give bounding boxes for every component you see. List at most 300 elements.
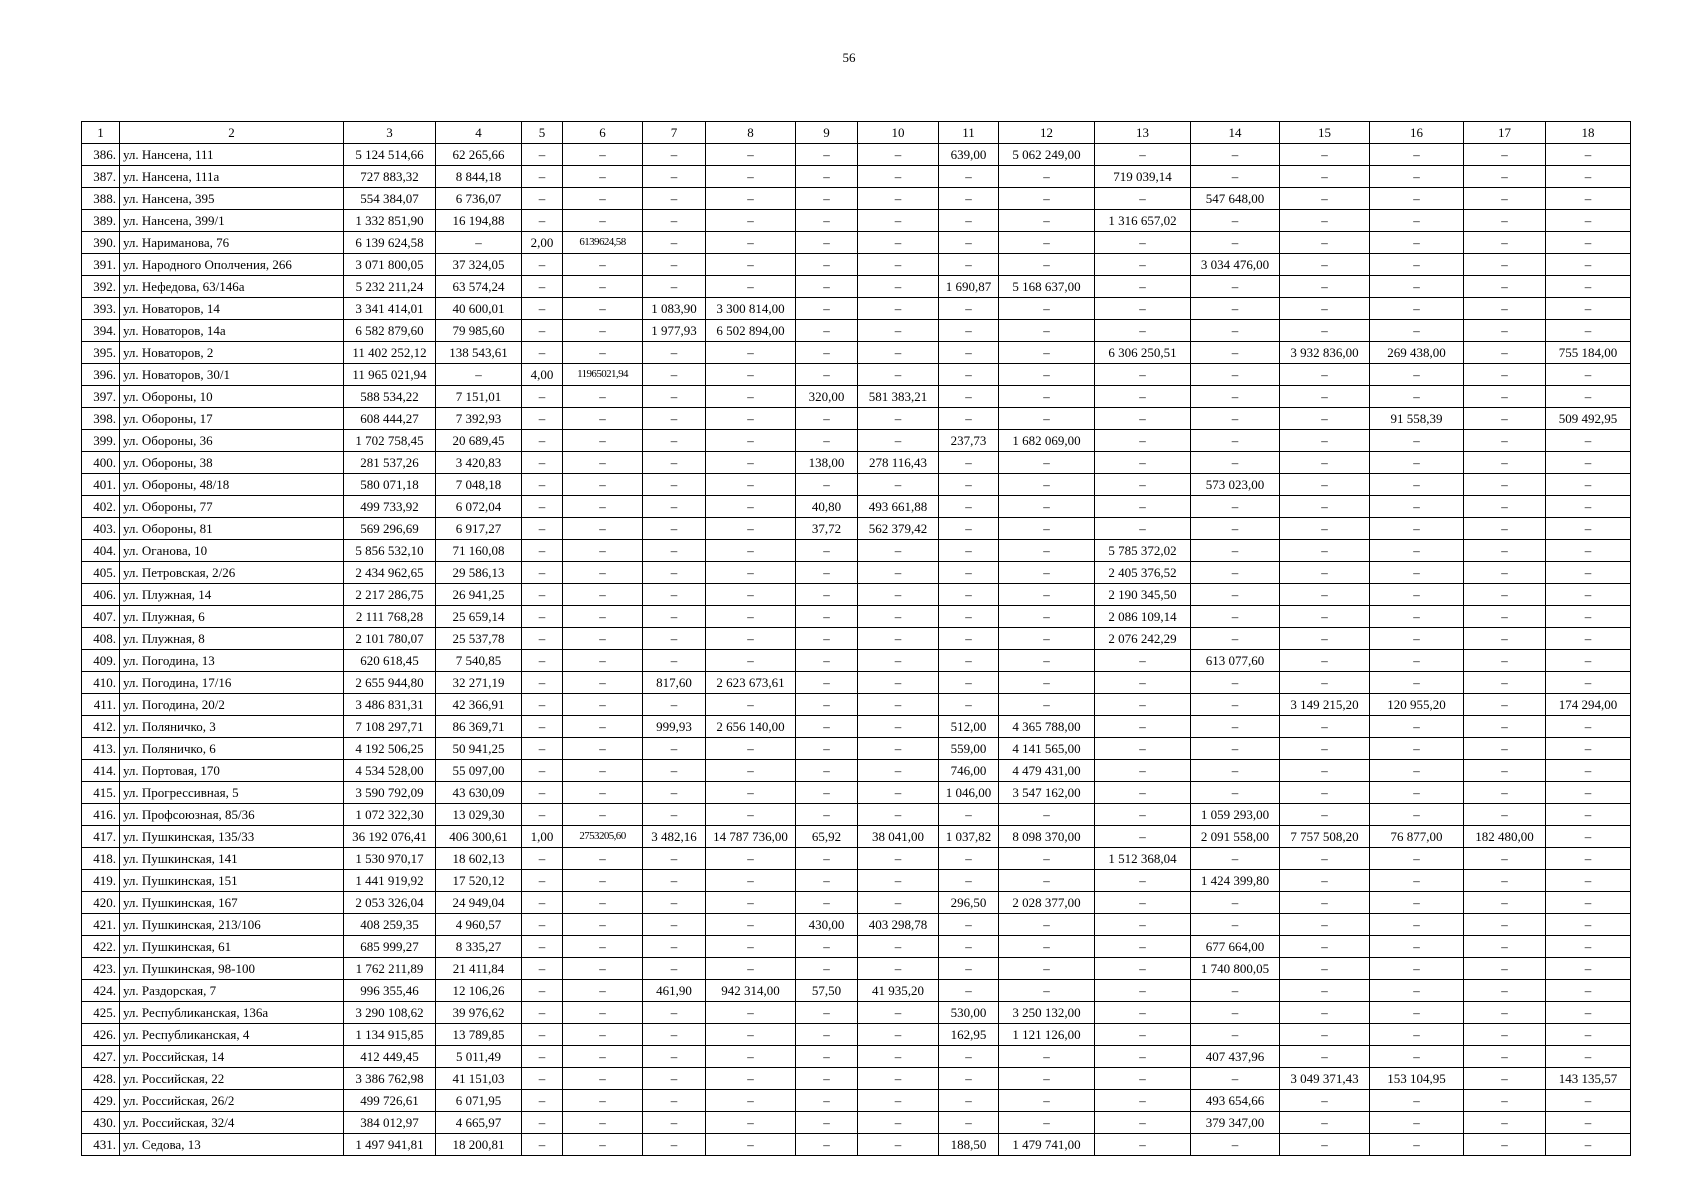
table-cell: – <box>643 606 706 628</box>
table-cell: – <box>643 848 706 870</box>
table-cell: 65,92 <box>796 826 858 848</box>
column-header: 6 <box>563 122 643 144</box>
table-cell: 162,95 <box>939 1024 999 1046</box>
table-cell: – <box>858 650 939 672</box>
table-cell: – <box>1546 628 1631 650</box>
table-cell: – <box>939 980 999 1002</box>
table-cell: – <box>796 1090 858 1112</box>
table-cell: 1 059 293,00 <box>1191 804 1280 826</box>
table-cell: – <box>1464 518 1546 540</box>
table-cell: – <box>796 188 858 210</box>
table-cell: – <box>858 298 939 320</box>
table-cell: – <box>1546 1090 1631 1112</box>
table-cell: – <box>522 562 563 584</box>
table-cell: – <box>563 144 643 166</box>
table-cell: – <box>706 848 796 870</box>
table-cell: – <box>1095 958 1191 980</box>
table-cell: – <box>522 254 563 276</box>
table-cell: – <box>1095 892 1191 914</box>
table-row <box>82 848 1631 870</box>
table-cell: ул. Обороны, 77 <box>120 496 344 518</box>
table-cell: – <box>706 144 796 166</box>
table-cell: – <box>706 1024 796 1046</box>
column-header: 10 <box>858 122 939 144</box>
table-cell: – <box>1464 232 1546 254</box>
table-cell: – <box>436 232 522 254</box>
table-cell: 5 785 372,02 <box>1095 540 1191 562</box>
table-cell: – <box>939 562 999 584</box>
table-cell: 411. <box>82 694 120 716</box>
table-cell: – <box>999 606 1095 628</box>
table-cell: – <box>563 694 643 716</box>
table-cell: 1 072 322,30 <box>344 804 436 826</box>
table-cell: 40 600,01 <box>436 298 522 320</box>
table-cell: ул. Обороны, 17 <box>120 408 344 430</box>
table-cell: 1 121 126,00 <box>999 1024 1095 1046</box>
table-cell: – <box>1280 914 1370 936</box>
table-cell: – <box>522 584 563 606</box>
table-cell: 278 116,43 <box>858 452 939 474</box>
table-cell: 6 736,07 <box>436 188 522 210</box>
table-cell: – <box>563 474 643 496</box>
table-cell: – <box>643 782 706 804</box>
table-row <box>82 936 1631 958</box>
table-cell: – <box>1095 804 1191 826</box>
table-cell: – <box>522 408 563 430</box>
table-cell: 76 877,00 <box>1370 826 1464 848</box>
table-cell: – <box>1546 958 1631 980</box>
table-cell: 8 335,27 <box>436 936 522 958</box>
table-cell: – <box>643 364 706 386</box>
table-cell: – <box>522 276 563 298</box>
table-cell: 1 530 970,17 <box>344 848 436 870</box>
table-cell: – <box>1191 1024 1280 1046</box>
table-cell: 426. <box>82 1024 120 1046</box>
table-cell: ул. Пушкинская, 151 <box>120 870 344 892</box>
table-cell: – <box>1464 188 1546 210</box>
table-cell: – <box>1546 166 1631 188</box>
table-cell: – <box>1546 870 1631 892</box>
table-cell: – <box>1280 1090 1370 1112</box>
table-cell: – <box>796 1002 858 1024</box>
table-cell: 7 108 297,71 <box>344 716 436 738</box>
table-cell: – <box>858 936 939 958</box>
table-cell: 6 072,04 <box>436 496 522 518</box>
table-cell: – <box>858 1046 939 1068</box>
table-cell: ул. Оганова, 10 <box>120 540 344 562</box>
table-cell: – <box>706 452 796 474</box>
table-cell: 996 355,46 <box>344 980 436 1002</box>
table-cell: 391. <box>82 254 120 276</box>
table-cell: 5 232 211,24 <box>344 276 436 298</box>
table-cell: – <box>1280 1134 1370 1156</box>
table-cell: ул. Новаторов, 14а <box>120 320 344 342</box>
table-cell: – <box>1546 276 1631 298</box>
table-cell: 999,93 <box>643 716 706 738</box>
table-cell: – <box>1546 430 1631 452</box>
table-cell: 401. <box>82 474 120 496</box>
table-cell: – <box>999 584 1095 606</box>
table-cell: – <box>522 474 563 496</box>
table-cell: – <box>706 628 796 650</box>
table-cell: – <box>939 210 999 232</box>
table-row <box>82 628 1631 650</box>
table-cell: 17 520,12 <box>436 870 522 892</box>
table-cell: 57,50 <box>796 980 858 1002</box>
table-cell: 3 149 215,20 <box>1280 694 1370 716</box>
table-cell: 3 547 162,00 <box>999 782 1095 804</box>
table-cell: – <box>939 958 999 980</box>
table-cell: – <box>796 870 858 892</box>
table-cell: – <box>563 1024 643 1046</box>
table-cell: – <box>563 584 643 606</box>
table-row <box>82 408 1631 430</box>
table-cell: – <box>858 716 939 738</box>
table-cell: – <box>563 1068 643 1090</box>
table-row <box>82 254 1631 276</box>
table-cell: – <box>643 452 706 474</box>
table-cell: – <box>1095 276 1191 298</box>
table-cell: – <box>1191 760 1280 782</box>
table-cell: – <box>522 1112 563 1134</box>
column-header: 5 <box>522 122 563 144</box>
table-cell: – <box>1280 1002 1370 1024</box>
column-header: 7 <box>643 122 706 144</box>
table-cell: 41 935,20 <box>858 980 939 1002</box>
table-cell: 188,50 <box>939 1134 999 1156</box>
table-cell: ул. Обороны, 10 <box>120 386 344 408</box>
table-cell: 422. <box>82 936 120 958</box>
table-cell: – <box>858 1112 939 1134</box>
table-cell: – <box>1095 694 1191 716</box>
table-cell: – <box>1464 782 1546 804</box>
table-cell: 7 151,01 <box>436 386 522 408</box>
table-cell: – <box>939 650 999 672</box>
table-cell: ул. Республиканская, 136а <box>120 1002 344 1024</box>
table-cell: 499 726,61 <box>344 1090 436 1112</box>
table-cell: – <box>1191 584 1280 606</box>
table-cell: ул. Российская, 26/2 <box>120 1090 344 1112</box>
table-cell: 14 787 736,00 <box>706 826 796 848</box>
table-cell: – <box>1546 760 1631 782</box>
table-cell: – <box>939 254 999 276</box>
table-cell: – <box>522 386 563 408</box>
table-cell: – <box>1464 166 1546 188</box>
table-cell: – <box>563 782 643 804</box>
table-cell: 395. <box>82 342 120 364</box>
table-cell: 562 379,42 <box>858 518 939 540</box>
table-cell: – <box>1464 1002 1546 1024</box>
table-cell: 5 011,49 <box>436 1046 522 1068</box>
table-cell: ул. Обороны, 81 <box>120 518 344 540</box>
table-cell: 1 134 915,85 <box>344 1024 436 1046</box>
table-cell: – <box>1464 210 1546 232</box>
table-cell: 407. <box>82 606 120 628</box>
table-cell: – <box>1191 232 1280 254</box>
table-cell: – <box>858 210 939 232</box>
table-cell: 408 259,35 <box>344 914 436 936</box>
table-cell: – <box>796 254 858 276</box>
table-row <box>82 188 1631 210</box>
table-cell: – <box>1280 430 1370 452</box>
table-cell: – <box>1546 716 1631 738</box>
table-cell: – <box>522 496 563 518</box>
table-cell: – <box>563 386 643 408</box>
table-cell: 16 194,88 <box>436 210 522 232</box>
table-cell: 5 124 514,66 <box>344 144 436 166</box>
table-cell: 18 200,81 <box>436 1134 522 1156</box>
table-cell: – <box>1370 760 1464 782</box>
table-row <box>82 232 1631 254</box>
table-cell: – <box>1464 738 1546 760</box>
column-header: 2 <box>120 122 344 144</box>
table-row <box>82 210 1631 232</box>
table-cell: – <box>1280 936 1370 958</box>
table-cell: 554 384,07 <box>344 188 436 210</box>
table-cell: ул. Пушкинская, 167 <box>120 892 344 914</box>
table-cell: – <box>1370 782 1464 804</box>
table-cell: – <box>1464 848 1546 870</box>
table-cell: – <box>999 672 1095 694</box>
table-cell: – <box>522 320 563 342</box>
table-cell: – <box>1191 1134 1280 1156</box>
table-cell: – <box>522 188 563 210</box>
table-cell: – <box>1546 782 1631 804</box>
table-cell: – <box>1280 584 1370 606</box>
column-header: 1 <box>82 122 120 144</box>
table-cell: – <box>1280 210 1370 232</box>
table-cell: ул. Новаторов, 14 <box>120 298 344 320</box>
table-cell: – <box>858 320 939 342</box>
table-cell: – <box>858 628 939 650</box>
table-cell: – <box>1280 166 1370 188</box>
table-cell: – <box>643 870 706 892</box>
table-cell: – <box>643 188 706 210</box>
table-cell: – <box>522 342 563 364</box>
table-cell: – <box>1370 386 1464 408</box>
table-cell: – <box>1095 452 1191 474</box>
table-cell: – <box>706 166 796 188</box>
table-cell: – <box>1546 188 1631 210</box>
table-cell: 580 071,18 <box>344 474 436 496</box>
table-cell: 1 479 741,00 <box>999 1134 1095 1156</box>
table-row <box>82 1134 1631 1156</box>
table-cell: – <box>1546 738 1631 760</box>
table-cell: – <box>796 804 858 826</box>
table-cell: – <box>796 342 858 364</box>
table-cell: 398. <box>82 408 120 430</box>
table-cell: ул. Погодина, 17/16 <box>120 672 344 694</box>
table-cell: – <box>1280 364 1370 386</box>
table-cell: 613 077,60 <box>1191 650 1280 672</box>
table-row <box>82 672 1631 694</box>
table-cell: – <box>1546 1002 1631 1024</box>
table-cell: – <box>1095 1002 1191 1024</box>
table-cell: – <box>1370 1002 1464 1024</box>
table-cell: 559,00 <box>939 738 999 760</box>
table-cell: – <box>999 1112 1095 1134</box>
table-cell: – <box>1095 496 1191 518</box>
table-cell: ул. Плужная, 6 <box>120 606 344 628</box>
table-cell: 2 053 326,04 <box>344 892 436 914</box>
table-cell: 493 661,88 <box>858 496 939 518</box>
table-cell: – <box>563 496 643 518</box>
table-cell: – <box>706 1090 796 1112</box>
column-header: 17 <box>1464 122 1546 144</box>
table-cell: 138,00 <box>796 452 858 474</box>
table-cell: – <box>1546 254 1631 276</box>
table-cell: 2 623 673,61 <box>706 672 796 694</box>
table-cell: 3 932 836,00 <box>1280 342 1370 364</box>
table-cell: – <box>796 1068 858 1090</box>
column-header: 11 <box>939 122 999 144</box>
table-cell: – <box>939 386 999 408</box>
table-cell: 138 543,61 <box>436 342 522 364</box>
table-cell: ул. Обороны, 38 <box>120 452 344 474</box>
table-cell: – <box>796 540 858 562</box>
table-cell: – <box>706 892 796 914</box>
table-cell: – <box>522 518 563 540</box>
table-cell: 7 392,93 <box>436 408 522 430</box>
table-cell: 3 049 371,43 <box>1280 1068 1370 1090</box>
table-cell: – <box>939 540 999 562</box>
table-cell: – <box>858 1024 939 1046</box>
table-cell: 2 091 558,00 <box>1191 826 1280 848</box>
table-cell: – <box>1280 474 1370 496</box>
table-cell: – <box>1095 320 1191 342</box>
table-cell: – <box>1546 606 1631 628</box>
table-cell: 2 101 780,07 <box>344 628 436 650</box>
table-cell: – <box>563 408 643 430</box>
table-cell: 3 250 132,00 <box>999 1002 1095 1024</box>
table-cell: – <box>1095 1090 1191 1112</box>
table-cell: – <box>1280 276 1370 298</box>
table-cell: 569 296,69 <box>344 518 436 540</box>
table-cell: 2 190 345,50 <box>1095 584 1191 606</box>
table-cell: – <box>796 320 858 342</box>
table-cell: 2 434 962,65 <box>344 562 436 584</box>
table-cell: 1 046,00 <box>939 782 999 804</box>
table-cell: – <box>1095 870 1191 892</box>
table-cell: – <box>1095 144 1191 166</box>
table-cell: – <box>1370 804 1464 826</box>
table-cell: – <box>643 738 706 760</box>
table-cell: – <box>1546 892 1631 914</box>
table-row <box>82 562 1631 584</box>
table-cell: ул. Пушкинская, 61 <box>120 936 344 958</box>
table-cell: – <box>858 892 939 914</box>
table-cell: – <box>522 1134 563 1156</box>
table-cell: – <box>796 672 858 694</box>
table-cell: – <box>1370 1046 1464 1068</box>
table-cell: – <box>1095 738 1191 760</box>
table-cell: – <box>1280 408 1370 430</box>
table-cell: – <box>858 782 939 804</box>
table-cell: – <box>1464 144 1546 166</box>
table-cell: – <box>1546 364 1631 386</box>
table-cell: – <box>1095 1046 1191 1068</box>
table-cell: – <box>563 452 643 474</box>
table-cell: – <box>999 320 1095 342</box>
table-cell: – <box>1546 386 1631 408</box>
table-cell: – <box>1280 1024 1370 1046</box>
table-row <box>82 144 1631 166</box>
table-cell: – <box>1464 298 1546 320</box>
table-cell: – <box>1095 1068 1191 1090</box>
table-cell: 1 497 941,81 <box>344 1134 436 1156</box>
table-row <box>82 320 1631 342</box>
table-cell: – <box>1280 760 1370 782</box>
table-cell: – <box>1464 760 1546 782</box>
table-cell: 8 098 370,00 <box>999 826 1095 848</box>
table-cell: – <box>1546 540 1631 562</box>
table-cell: – <box>939 496 999 518</box>
table-cell: – <box>999 342 1095 364</box>
table-cell: – <box>1280 848 1370 870</box>
table-cell: 50 941,25 <box>436 738 522 760</box>
column-header: 18 <box>1546 122 1631 144</box>
table-cell: – <box>1546 848 1631 870</box>
table-cell: ул. Российская, 14 <box>120 1046 344 1068</box>
table-row <box>82 474 1631 496</box>
table-cell: – <box>796 1134 858 1156</box>
table-cell: – <box>522 540 563 562</box>
table-cell: 746,00 <box>939 760 999 782</box>
table-cell: – <box>939 672 999 694</box>
table-cell: – <box>999 188 1095 210</box>
table-cell: – <box>796 650 858 672</box>
table-cell: – <box>1464 694 1546 716</box>
table-cell: – <box>706 1002 796 1024</box>
table-cell: 43 630,09 <box>436 782 522 804</box>
table-cell: 388. <box>82 188 120 210</box>
table-cell: – <box>939 1112 999 1134</box>
table-cell: – <box>706 958 796 980</box>
table-cell: – <box>939 848 999 870</box>
table-cell: – <box>999 1046 1095 1068</box>
table-cell: – <box>643 386 706 408</box>
table-cell: – <box>1095 518 1191 540</box>
table-cell: – <box>1370 298 1464 320</box>
table-cell: – <box>1280 650 1370 672</box>
table-cell: 1 690,87 <box>939 276 999 298</box>
table-cell: – <box>999 650 1095 672</box>
table-cell: – <box>796 364 858 386</box>
table-cell: – <box>796 716 858 738</box>
table-cell: – <box>563 738 643 760</box>
table-cell: – <box>563 892 643 914</box>
table-cell: – <box>1370 188 1464 210</box>
table-row <box>82 1024 1631 1046</box>
table-cell: 685 999,27 <box>344 936 436 958</box>
table-cell: – <box>796 694 858 716</box>
table-cell: – <box>1191 408 1280 430</box>
column-header: 12 <box>999 122 1095 144</box>
table-cell: 281 537,26 <box>344 452 436 474</box>
table-cell: – <box>1191 298 1280 320</box>
table-cell: ул. Профсоюзная, 85/36 <box>120 804 344 826</box>
table-cell: 91 558,39 <box>1370 408 1464 430</box>
table-cell: – <box>522 694 563 716</box>
table-cell: 40,80 <box>796 496 858 518</box>
table-cell: 2 028 377,00 <box>999 892 1095 914</box>
table-row <box>82 892 1631 914</box>
table-cell: – <box>643 232 706 254</box>
table-cell: – <box>706 408 796 430</box>
table-cell: 37,72 <box>796 518 858 540</box>
table-cell: 409. <box>82 650 120 672</box>
table-cell: – <box>522 892 563 914</box>
